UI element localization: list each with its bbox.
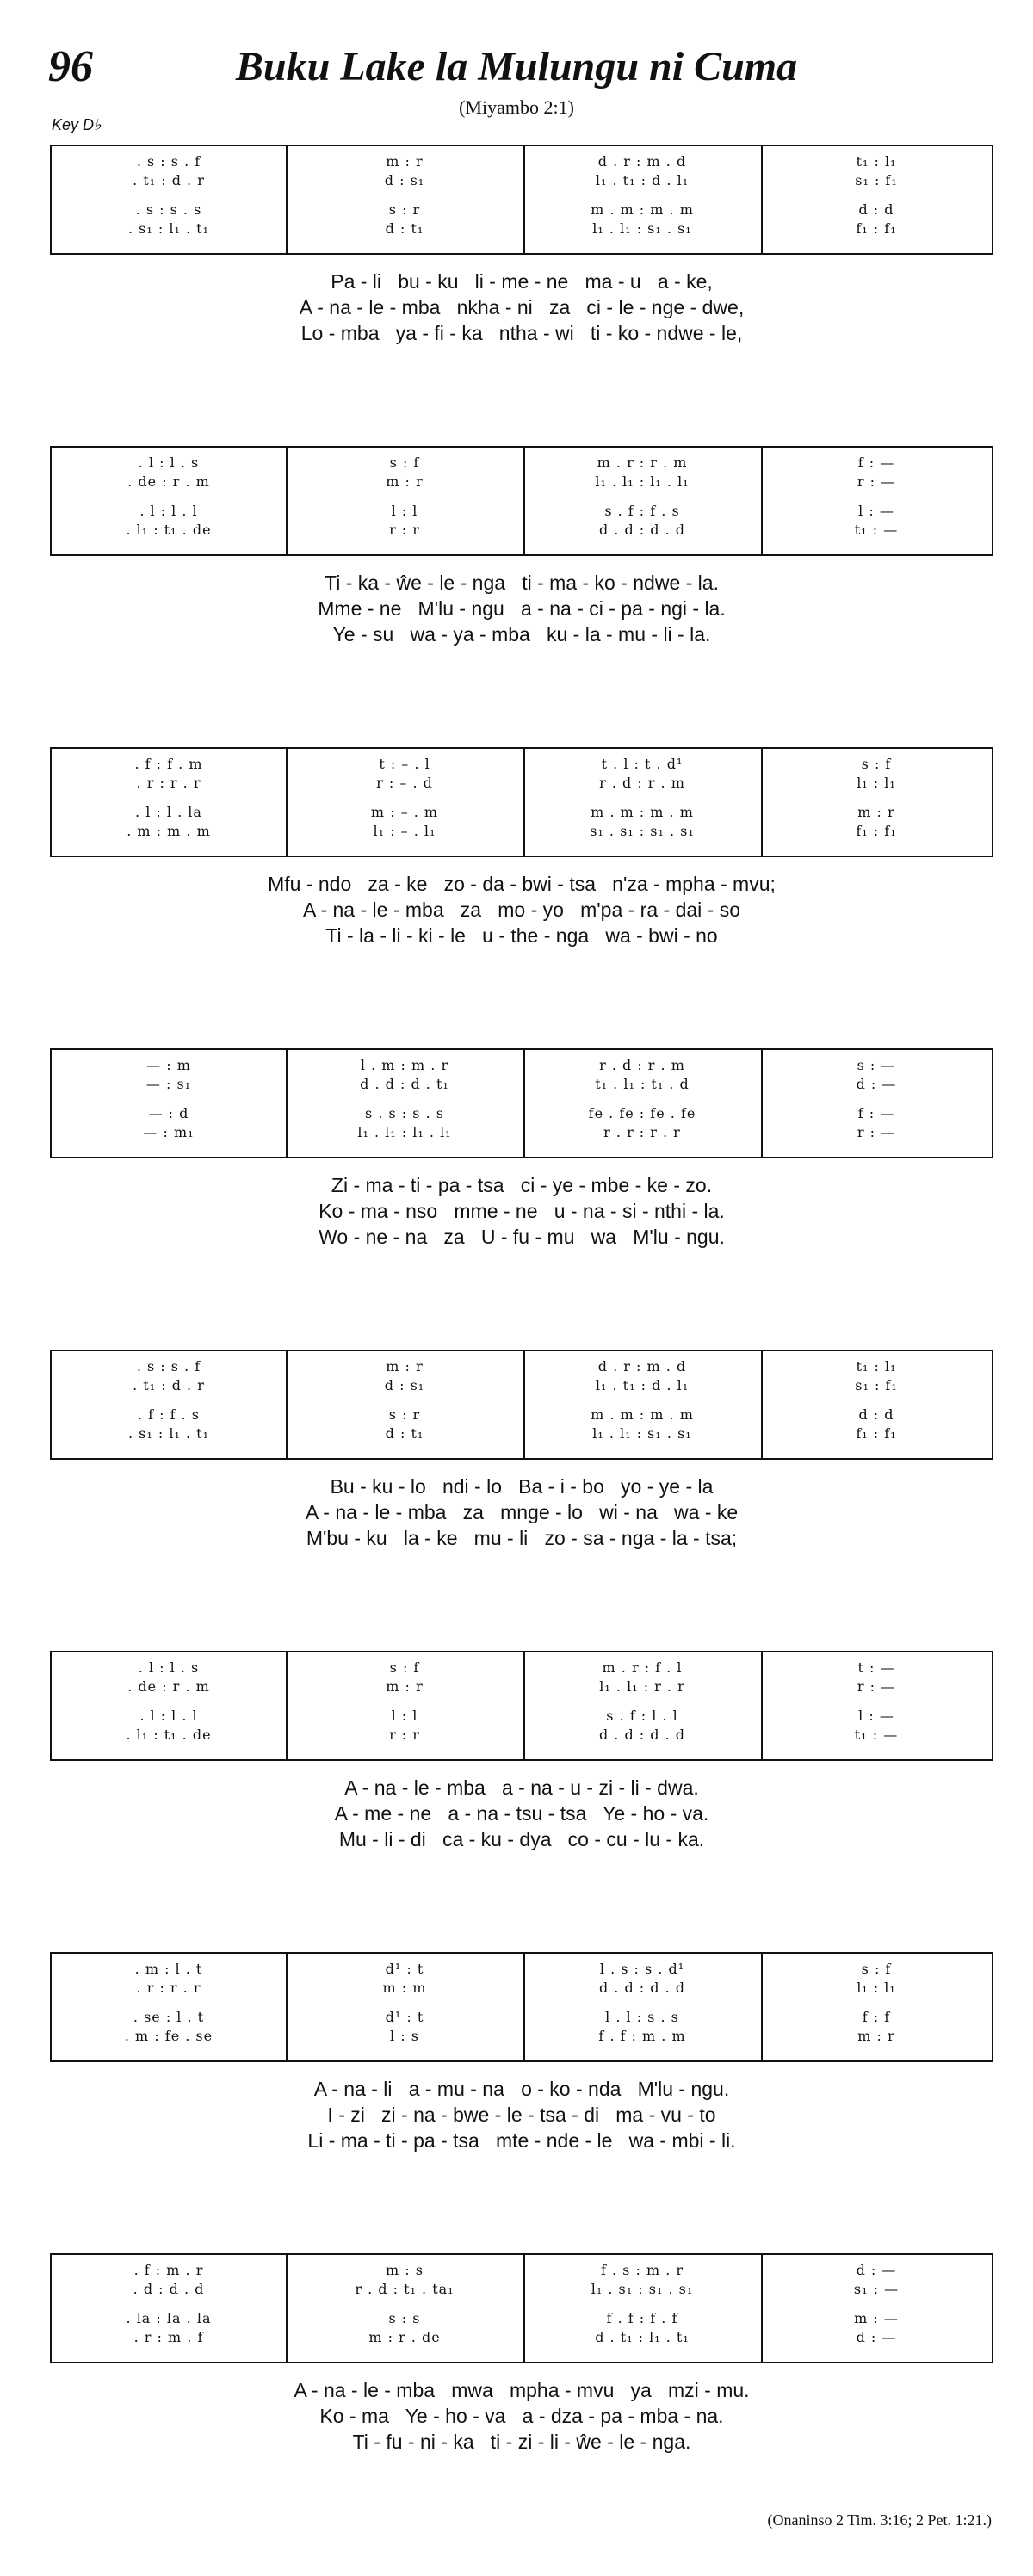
solfa-line: . m : m . m [127, 823, 211, 839]
solfa-line: d : t₁ [385, 1425, 424, 1442]
solfa-line: . l₁ : t₁ . de [126, 522, 212, 538]
lyric-line: Wo - ne - na za U - fu - mu wa M'lu - ngu. [319, 1226, 725, 1248]
system-7 [50, 1952, 993, 2153]
measure [52, 1050, 286, 1157]
solfa-line: d . d : d . d [598, 1727, 686, 1743]
measure [523, 146, 761, 253]
solfa-line: f . f : f . f [606, 2310, 678, 2326]
lyrics [50, 269, 993, 346]
lyric-line: A - na - le - mba za mo - yo m'pa - ra - dai - so [303, 899, 740, 921]
solfa-line: — : s₁ [145, 1076, 192, 1092]
solfa-line: f : f [862, 2009, 891, 2025]
lyric-line: I - zi zi - na - bwe - le - tsa - di ma - vu - to [327, 2103, 716, 2126]
solfa-line: . s : s . s [135, 201, 202, 218]
measure [761, 448, 992, 554]
measure [52, 146, 286, 253]
solfa-line: f : — [857, 1105, 895, 1121]
system-1 [50, 145, 993, 346]
lyric-line: A - me - ne a - na - tsu - tsa Ye - ho - va. [334, 1802, 709, 1825]
solfa-line: m : r [857, 804, 895, 820]
solfa-line: s : f [389, 454, 420, 471]
solfa-line: l₁ : – . l₁ [373, 823, 436, 839]
system-5 [50, 1350, 993, 1551]
music-staff [50, 1952, 993, 2062]
lyric-line: Zi - ma - ti - pa - tsa ci - ye - mbe - ke - zo. [331, 1174, 713, 1196]
solfa-line: m . m : m . m [591, 201, 694, 218]
music-staff [50, 1651, 993, 1761]
solfa-line: m : r . de [368, 2329, 441, 2345]
solfa-line: . de : r . m [127, 473, 210, 490]
solfa-line: m : m [382, 1980, 427, 1996]
solfa-line: m : r [386, 1358, 424, 1374]
measure [286, 1954, 523, 2060]
solfa-line: d . r : m . d [597, 1358, 687, 1374]
solfa-line: s : f [389, 1659, 420, 1676]
measure [52, 1652, 286, 1759]
solfa-line: r : — [857, 473, 896, 490]
measure [523, 749, 761, 856]
solfa-line: l : l [391, 503, 418, 519]
solfa-line: d : — [856, 2262, 897, 2278]
lyric-line: Ko - ma - nso mme - ne u - na - si - nthi - la. [319, 1200, 725, 1222]
solfa-line: d : s₁ [384, 172, 425, 188]
measure [286, 448, 523, 554]
lyric-line: Ti - la - li - ki - le u - the - nga wa - bwi - no [325, 924, 718, 947]
solfa-line: d : t₁ [385, 220, 424, 237]
measure [761, 1050, 992, 1157]
solfa-line: m . r : r . m [597, 454, 688, 471]
solfa-line: s₁ : f₁ [855, 1377, 898, 1393]
solfa-line: l₁ . t₁ : d . l₁ [595, 172, 690, 188]
solfa-line: . f : m . r [133, 2262, 204, 2278]
lyric-line: A - na - le - mba a - na - u - zi - li - dwa. [344, 1776, 699, 1799]
measure [523, 2255, 761, 2362]
solfa-line: m : – . m [370, 804, 439, 820]
solfa-line: r : – . d [376, 775, 433, 791]
solfa-line: l : — [858, 1708, 894, 1724]
lyric-line: Ti - ka - ŵe - le - nga ti - ma - ko - ndwe - la. [325, 571, 719, 594]
measure [761, 2255, 992, 2362]
solfa-line: d . d : d . d [598, 522, 686, 538]
solfa-line: s . f : l . l [606, 1708, 678, 1724]
solfa-line: — : d [148, 1105, 189, 1121]
measure [523, 1954, 761, 2060]
solfa-line: l : s [390, 2028, 419, 2044]
solfa-line: t : – . l [379, 756, 430, 772]
solfa-line: . l : l . l [139, 503, 198, 519]
lyric-line: Mme - ne M'lu - ngu a - na - ci - pa - ngi - la. [318, 597, 726, 620]
measure [286, 1050, 523, 1157]
solfa-line: . l : l . s [138, 454, 200, 471]
solfa-line: fe . fe : fe . fe [588, 1105, 696, 1121]
hymn-title: Buku Lake la Mulungu ni Cuma [235, 44, 798, 90]
lyric-line: Li - ma - ti - pa - tsa mte - nde - le wa - mbi - li. [307, 2129, 736, 2152]
measure [52, 1351, 286, 1458]
system-8 [50, 2253, 993, 2455]
solfa-line: . t₁ : d . r [133, 172, 205, 188]
measure [286, 146, 523, 253]
solfa-line: . l : l . la [135, 804, 202, 820]
solfa-line: . se : l . t [133, 2009, 205, 2025]
hymn-number: 96 [48, 42, 93, 91]
solfa-line: d : — [856, 1076, 897, 1092]
system-3 [50, 747, 993, 948]
hymn-subtitle: (Miyambo 2:1) [459, 96, 574, 118]
solfa-line: m : — [854, 2310, 899, 2326]
solfa-line: f . s : m . r [600, 2262, 684, 2278]
solfa-line: t₁ : — [854, 1727, 899, 1743]
solfa-line: f₁ : f₁ [856, 823, 897, 839]
solfa-line: d . t₁ : l₁ . t₁ [595, 2329, 690, 2345]
solfa-line: d . r : m . d [597, 153, 687, 170]
lyrics [50, 1473, 993, 1551]
solfa-line: s : r [388, 1406, 421, 1423]
solfa-line: m : r [386, 473, 424, 490]
solfa-line: f : — [857, 454, 895, 471]
solfa-line: . de : r . m [127, 1678, 210, 1695]
music-staff [50, 145, 993, 255]
solfa-line: s : f [861, 756, 892, 772]
lyrics [50, 2377, 993, 2455]
music-staff [50, 1350, 993, 1460]
measure [523, 1351, 761, 1458]
solfa-line: m : r [857, 2028, 895, 2044]
music-staff [50, 747, 993, 857]
solfa-line: l . m : m . r [360, 1057, 449, 1073]
footer-references: (Onaninso 2 Tim. 3:16; 2 Pet. 1:21.) [767, 2511, 992, 2529]
lyric-line: A - na - li a - mu - na o - ko - nda M'lu - ngu. [313, 2078, 730, 2100]
measure [52, 448, 286, 554]
solfa-line: d : d [858, 1406, 894, 1423]
measure [286, 1351, 523, 1458]
solfa-line: d¹ : t [385, 1961, 424, 1977]
solfa-line: d : s₁ [384, 1377, 425, 1393]
solfa-line: l₁ . l₁ : s₁ . s₁ [592, 1425, 692, 1442]
lyrics [50, 1172, 993, 1250]
measure [761, 146, 992, 253]
solfa-line: t₁ . l₁ : t₁ . d [595, 1076, 690, 1092]
solfa-line: . m : fe . se [124, 2028, 213, 2044]
solfa-line: . s₁ : l₁ . t₁ [128, 1425, 209, 1442]
solfa-line: f . f : m . m [598, 2028, 686, 2044]
solfa-line: s : r [388, 201, 421, 218]
solfa-line: r . d : r . m [599, 775, 685, 791]
music-staff [50, 2253, 993, 2363]
solfa-line: l₁ . l₁ : l₁ . l₁ [595, 473, 690, 490]
solfa-line: s₁ : f₁ [855, 172, 898, 188]
solfa-line: r : r [389, 522, 420, 538]
lyric-line: Ti - fu - ni - ka ti - zi - li - ŵe - le - nga. [352, 2431, 691, 2453]
lyric-line: A - na - le - mba mwa mpha - mvu ya mzi - mu. [294, 2379, 750, 2401]
lyric-line: Ko - ma Ye - ho - va a - dza - pa - mba - na. [319, 2405, 724, 2427]
solfa-line: r . d : r . m [599, 1057, 685, 1073]
lyrics [50, 1775, 993, 1852]
lyrics [50, 570, 993, 647]
solfa-line: t . l : t . d¹ [601, 756, 684, 772]
solfa-line: l₁ . l₁ : l₁ . l₁ [357, 1124, 452, 1140]
solfa-line: . r : r . r [136, 1980, 201, 1996]
lyrics [50, 2076, 993, 2153]
solfa-line: t₁ : l₁ [856, 1358, 897, 1374]
solfa-line: d . d : d . t₁ [360, 1076, 449, 1092]
lyric-line: Ye - su wa - ya - mba ku - la - mu - li - la. [332, 623, 711, 646]
solfa-line: . s₁ : l₁ . t₁ [128, 220, 209, 237]
solfa-line: f₁ : f₁ [856, 220, 897, 237]
measure [523, 1652, 761, 1759]
solfa-line: t : — [857, 1659, 895, 1676]
solfa-line: d : d [858, 201, 894, 218]
lyric-line: Mu - li - di ca - ku - dya co - cu - lu - ka. [338, 1828, 705, 1850]
solfa-line: r : — [857, 1124, 896, 1140]
measure [761, 1954, 992, 2060]
solfa-line: r : — [857, 1678, 896, 1695]
measure [286, 749, 523, 856]
solfa-line: l . l : s . s [605, 2009, 679, 2025]
solfa-line: s . s : s . s [365, 1105, 444, 1121]
solfa-line: l : l [391, 1708, 418, 1724]
lyric-line: A - na - le - mba za mnge - lo wi - na wa - ke [305, 1501, 739, 1523]
solfa-line: . r : r . r [136, 775, 201, 791]
solfa-line: t₁ : l₁ [856, 153, 897, 170]
solfa-line: l₁ . t₁ : d . l₁ [595, 1377, 690, 1393]
solfa-line: m : r [386, 1678, 424, 1695]
solfa-line: l₁ . l₁ : s₁ . s₁ [592, 220, 692, 237]
system-2 [50, 446, 993, 647]
solfa-line: m . r : f . l [602, 1659, 683, 1676]
solfa-line: t₁ : — [854, 522, 899, 538]
lyrics [50, 871, 993, 948]
system-6 [50, 1651, 993, 1852]
solfa-line: l₁ : l₁ [857, 1980, 896, 1996]
solfa-line: d . d : d . d [598, 1980, 686, 1996]
solfa-line: r . d : t₁ . ta₁ [355, 2281, 455, 2297]
lyric-line: Bu - ku - lo ndi - lo Ba - i - bo yo - ye - la [330, 1475, 714, 1498]
solfa-line: s : s [388, 2310, 421, 2326]
solfa-line: d¹ : t [385, 2009, 424, 2025]
music-staff [50, 446, 993, 556]
measure [761, 749, 992, 856]
measure [523, 448, 761, 554]
solfa-line: s : — [857, 1057, 896, 1073]
solfa-line: . l : l . l [139, 1708, 198, 1724]
lyric-line: Pa - li bu - ku li - me - ne ma - u a - ke, [331, 270, 713, 293]
key-signature: Key D♭ [52, 116, 102, 133]
solfa-line: . s : s . f [136, 1358, 201, 1374]
system-4 [50, 1048, 993, 1250]
solfa-line: — : m₁ [143, 1124, 195, 1140]
solfa-line: r : r [389, 1727, 420, 1743]
solfa-line: r . r : r . r [603, 1124, 681, 1140]
measure [52, 1954, 286, 2060]
solfa-line: m . m : m . m [591, 1406, 694, 1423]
solfa-line: . l : l . s [138, 1659, 200, 1676]
solfa-line: l : — [858, 503, 894, 519]
solfa-line: l₁ . l₁ : r . r [599, 1678, 685, 1695]
solfa-line: . la : la . la [126, 2310, 212, 2326]
solfa-line: m : r [386, 153, 424, 170]
solfa-line: . f : f . s [137, 1406, 201, 1423]
solfa-line: d : — [856, 2329, 897, 2345]
measure [52, 2255, 286, 2362]
lyric-line: M'bu - ku la - ke mu - li zo - sa - nga - la - tsa; [306, 1527, 738, 1549]
solfa-line: f₁ : f₁ [856, 1425, 897, 1442]
measure [761, 1351, 992, 1458]
solfa-line: — : m [146, 1057, 191, 1073]
solfa-line: s . f : f . s [604, 503, 680, 519]
measure [523, 1050, 761, 1157]
solfa-line: m . m : m . m [591, 804, 694, 820]
solfa-line: l₁ : l₁ [857, 775, 896, 791]
solfa-line: s : f [861, 1961, 892, 1977]
solfa-line: . t₁ : d . r [133, 1377, 205, 1393]
solfa-line: . m : l . t [134, 1961, 203, 1977]
music-staff [50, 1048, 993, 1158]
solfa-line: l₁ . s₁ : s₁ . s₁ [591, 2281, 694, 2297]
solfa-line: . r : m . f [133, 2329, 204, 2345]
measure [761, 1652, 992, 1759]
solfa-line: . s : s . f [136, 153, 201, 170]
lyric-line: Mfu - ndo za - ke zo - da - bwi - tsa n'za - mpha - mvu; [268, 873, 776, 895]
lyric-line: Lo - mba ya - fi - ka ntha - wi ti - ko - ndwe - le, [300, 322, 743, 344]
solfa-line: l . s : s . d¹ [599, 1961, 685, 1977]
measure [286, 2255, 523, 2362]
lyric-line: A - na - le - mba nkha - ni za ci - le - nge - dwe, [299, 296, 745, 318]
solfa-line: . f : f . m [134, 756, 203, 772]
solfa-line: s₁ . s₁ : s₁ . s₁ [590, 823, 695, 839]
measure [52, 749, 286, 856]
solfa-line: m : s [386, 2262, 424, 2278]
solfa-line: s₁ : — [853, 2281, 900, 2297]
solfa-line: . l₁ : t₁ . de [126, 1727, 212, 1743]
measure [286, 1652, 523, 1759]
solfa-line: . d : d . d [133, 2281, 205, 2297]
